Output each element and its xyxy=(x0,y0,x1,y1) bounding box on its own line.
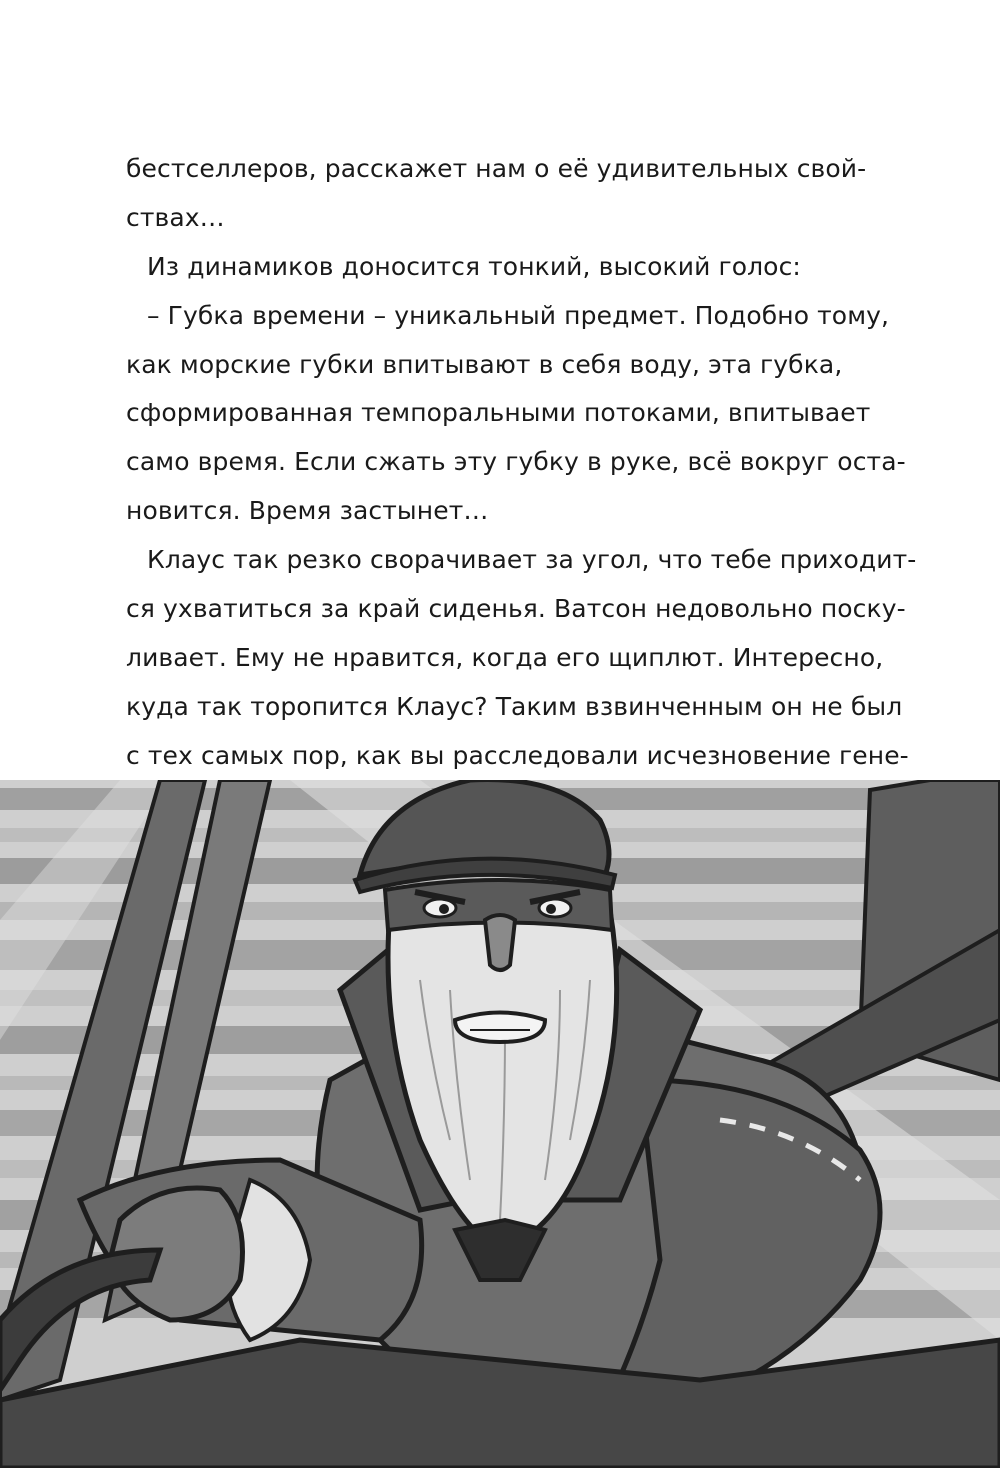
gritted-mouth xyxy=(455,1013,545,1043)
page-text xyxy=(126,145,917,878)
text-line: Из динамиков доносится тонкий, высокий голос: xyxy=(147,251,801,281)
text-line: ливает. Ему не нравится, когда его щиплют. Интересно, xyxy=(126,642,884,672)
text-line: ствах… xyxy=(126,202,225,232)
text-line: ся ухватиться за край сиденья. Ватсон недовольно поску- xyxy=(126,594,906,624)
story-illustration xyxy=(0,780,1000,1468)
text-line: Клаус так резко сворачивает за угол, что тебе приходит- xyxy=(147,545,917,575)
text-line: куда так торопится Клаус? Таким взвинченным он не был xyxy=(126,691,903,721)
beak xyxy=(485,915,515,970)
driver-illustration xyxy=(0,780,1000,1468)
text-line: само время. Если сжать эту губку в руке, всё вокруг оста- xyxy=(126,447,906,477)
text-line: – Губка времени – уникальный предмет. Подобно тому, xyxy=(147,300,890,330)
text-line: бестселлеров, расскажет нам о её удивительных свой- xyxy=(126,154,867,183)
text-line: как морские губки впитывают в себя воду, эта губка, xyxy=(126,349,843,379)
text-line: с тех самых пор, как вы расследовали исчезновение гене- xyxy=(126,740,909,770)
text-line: сформированная темпоральными потоками, впитывает xyxy=(126,398,871,428)
text-line: новится. Время застынет… xyxy=(126,496,489,526)
